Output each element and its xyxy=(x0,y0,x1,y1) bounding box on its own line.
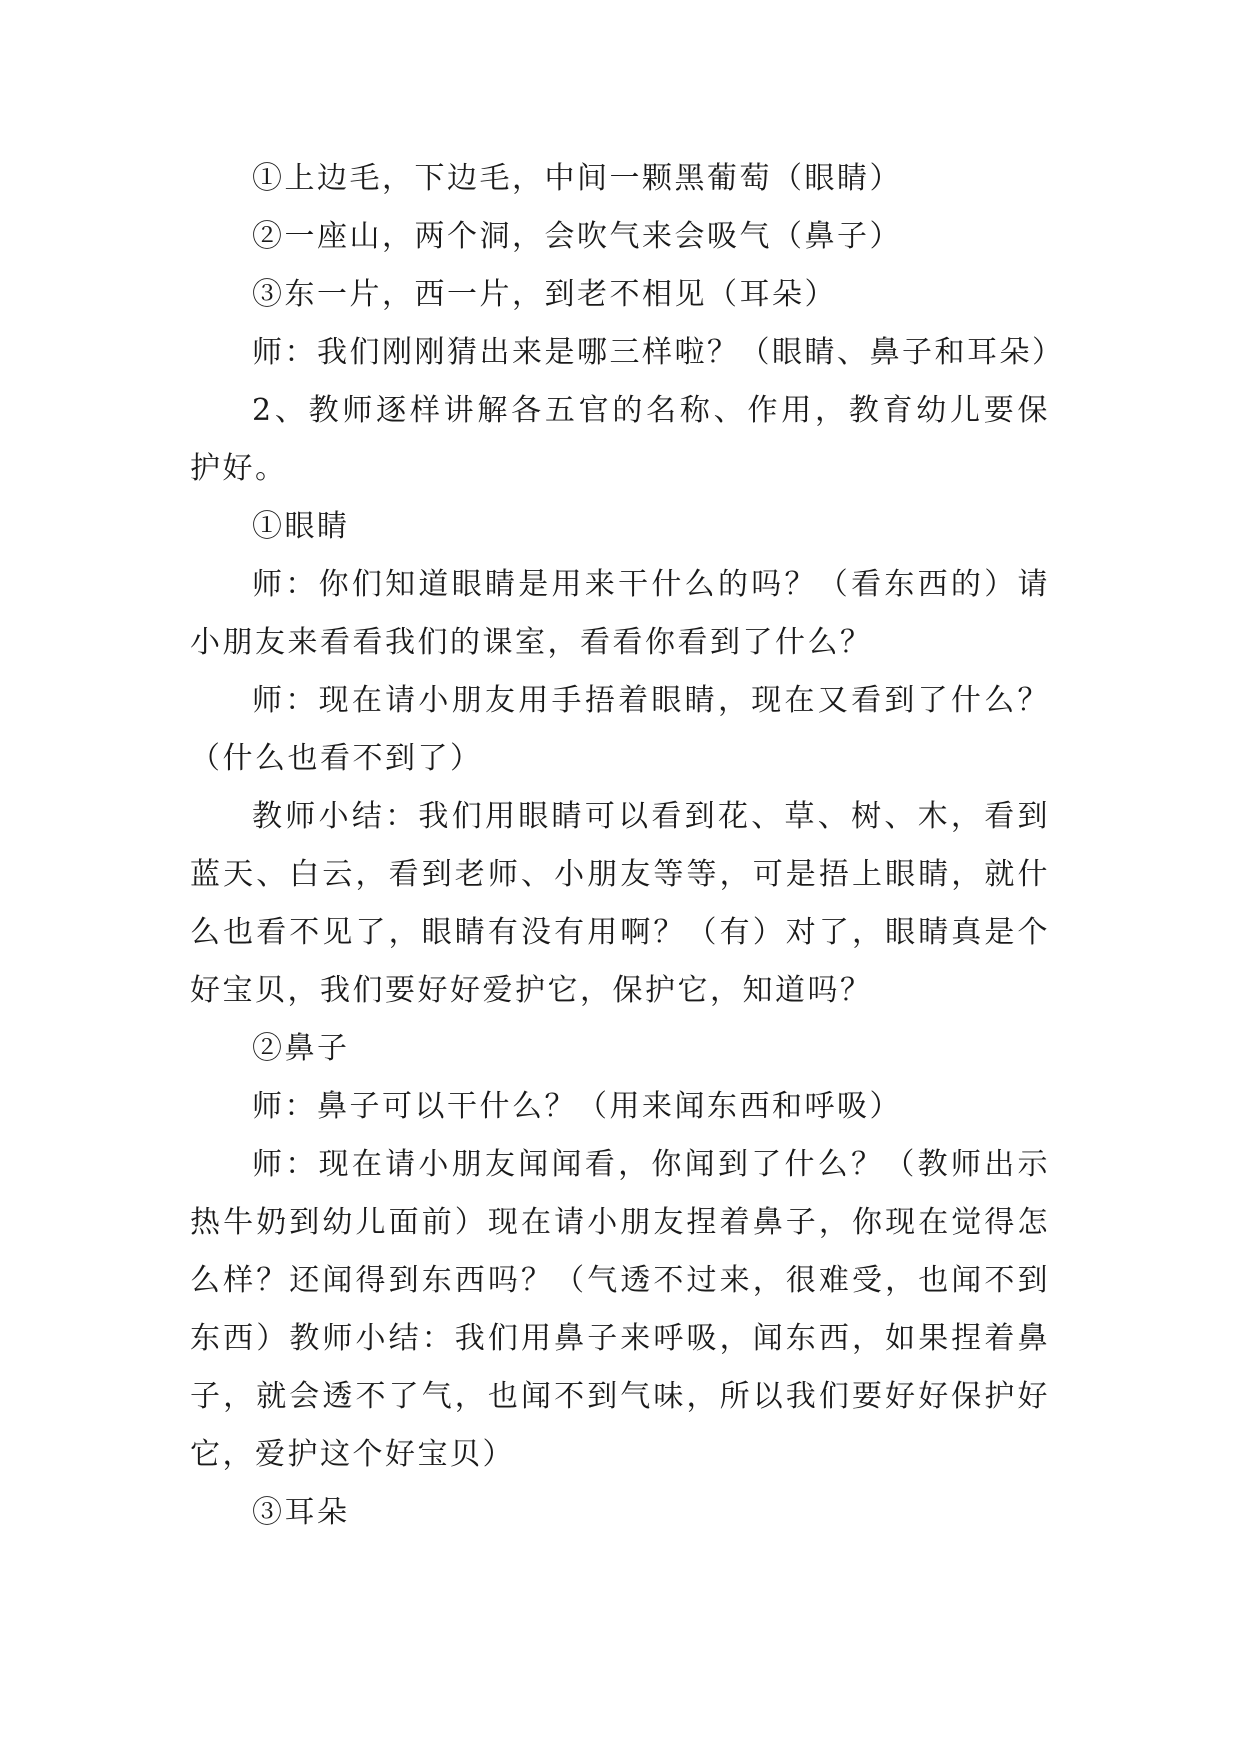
heading-eyes: ①眼睛 xyxy=(252,509,350,544)
paragraph-step-2: 2、教师逐样讲解各五官的名称、作用，教育幼儿要保护好。 xyxy=(190,393,1050,486)
paragraph-eyes-cover: 师：现在请小朋友用手捂着眼睛，现在又看到了什么？（什么也看不到了） xyxy=(190,683,1050,776)
paragraph-riddle-eyes: ①上边毛，下边毛，中间一颗黑葡萄（眼睛） xyxy=(252,161,902,196)
heading-nose: ②鼻子 xyxy=(252,1031,350,1066)
paragraph-nose-question: 师：鼻子可以干什么？（用来闻东西和呼吸） xyxy=(252,1089,902,1124)
paragraph-riddle-ears: ③东一片，西一片，到老不相见（耳朵） xyxy=(252,277,837,312)
paragraph-riddle-nose: ②一座山，两个洞，会吹气来会吸气（鼻子） xyxy=(252,219,902,254)
paragraph-teacher-question: 师：我们刚刚猜出来是哪三样啦？（眼睛、鼻子和耳朵） xyxy=(252,335,1065,370)
paragraph-nose-activity: 师：现在请小朋友闻闻看，你闻到了什么？（教师出示热牛奶到幼儿面前）现在请小朋友捏着鼻子，你现在觉得怎么样？还闻得到东西吗？（气透不过来，很难受，也闻不到东西）教师小结：我们用鼻子来呼吸，闻东西，如果捏着鼻子，就会透不了气，也闻不到气味，所以我们要好好保护好它，爱护这个好宝贝） xyxy=(190,1147,1050,1472)
paragraph-eyes-question: 师：你们知道眼睛是用来干什么的吗？（看东西的）请小朋友来看看我们的课室，看看你看到了什么？ xyxy=(190,567,1050,660)
paragraph-eyes-summary: 教师小结：我们用眼睛可以看到花、草、树、木，看到蓝天、白云，看到老师、小朋友等等，可是捂上眼睛，就什么也看不见了，眼睛有没有用啊？（有）对了，眼睛真是个好宝贝，我们要好好爱护它，保护它，知道吗？ xyxy=(190,799,1050,1008)
document-body xyxy=(190,150,1065,1542)
heading-ears: ③耳朵 xyxy=(252,1495,350,1530)
